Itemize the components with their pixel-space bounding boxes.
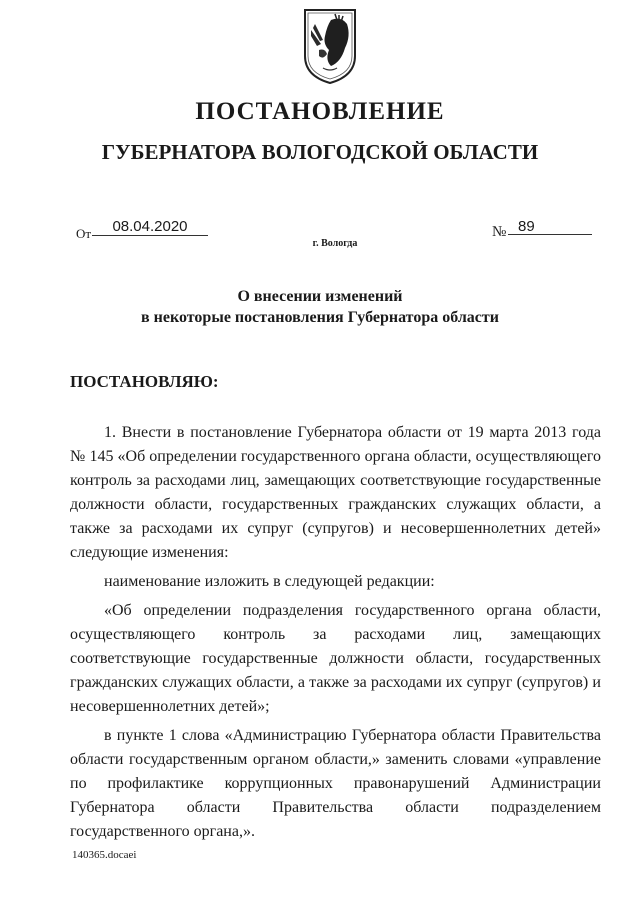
date-label: От <box>76 226 92 241</box>
city: г. Вологда <box>312 238 358 249</box>
number-label: № <box>492 224 507 240</box>
document-title: ПОСТАНОВЛЕНИЕ <box>195 98 445 125</box>
body-paragraph-4: в пункте 1 слова «Администрацию Губернатора области Правительства области государственным органом области,» заменить словами «управление по профилактике коррупционных правонарушений Администрации Губернатора области Правительства области подразделением государственного органа,». <box>70 727 601 840</box>
subject-line-1: О внесении изменений <box>237 288 403 305</box>
vologda-coat-of-arms-icon <box>301 6 359 86</box>
body-paragraph-3: «Об определении подразделения государственного органа области, осуществляющего контроль за расходами лиц, замещающих соответствующие государственные должности области, государственных гражданских служащих области, а также за расходами их супруг (супругов) и несовершеннолетних детей»; <box>70 602 601 715</box>
document-body <box>70 421 601 844</box>
decree-word: ПОСТАНОВЛЯЮ: <box>70 372 219 391</box>
document-subject <box>0 286 640 328</box>
body-paragraph-1: 1. Внести в постановление Губернатора области от 19 марта 2013 года № 145 «Об определении государственного органа области, осуществляющего контроль за расходами лиц, замещающих соответствующие государственные должности области, государственных гражданских служащих области, а также за расходами их супруг (супругов) и несовершеннолетних детей» следующие изменения: <box>70 424 601 561</box>
document-subtitle: ГУБЕРНАТОРА ВОЛОГОДСКОЙ ОБЛАСТИ <box>101 140 539 164</box>
document-date: 08.04.2020 <box>92 219 208 236</box>
document-file-id: 140365.docaei <box>72 849 137 861</box>
document-number: 89 <box>508 219 592 235</box>
subject-line-2: в некоторые постановления Губернатора области <box>141 309 499 326</box>
body-paragraph-2: наименование изложить в следующей редакции: <box>104 573 435 590</box>
